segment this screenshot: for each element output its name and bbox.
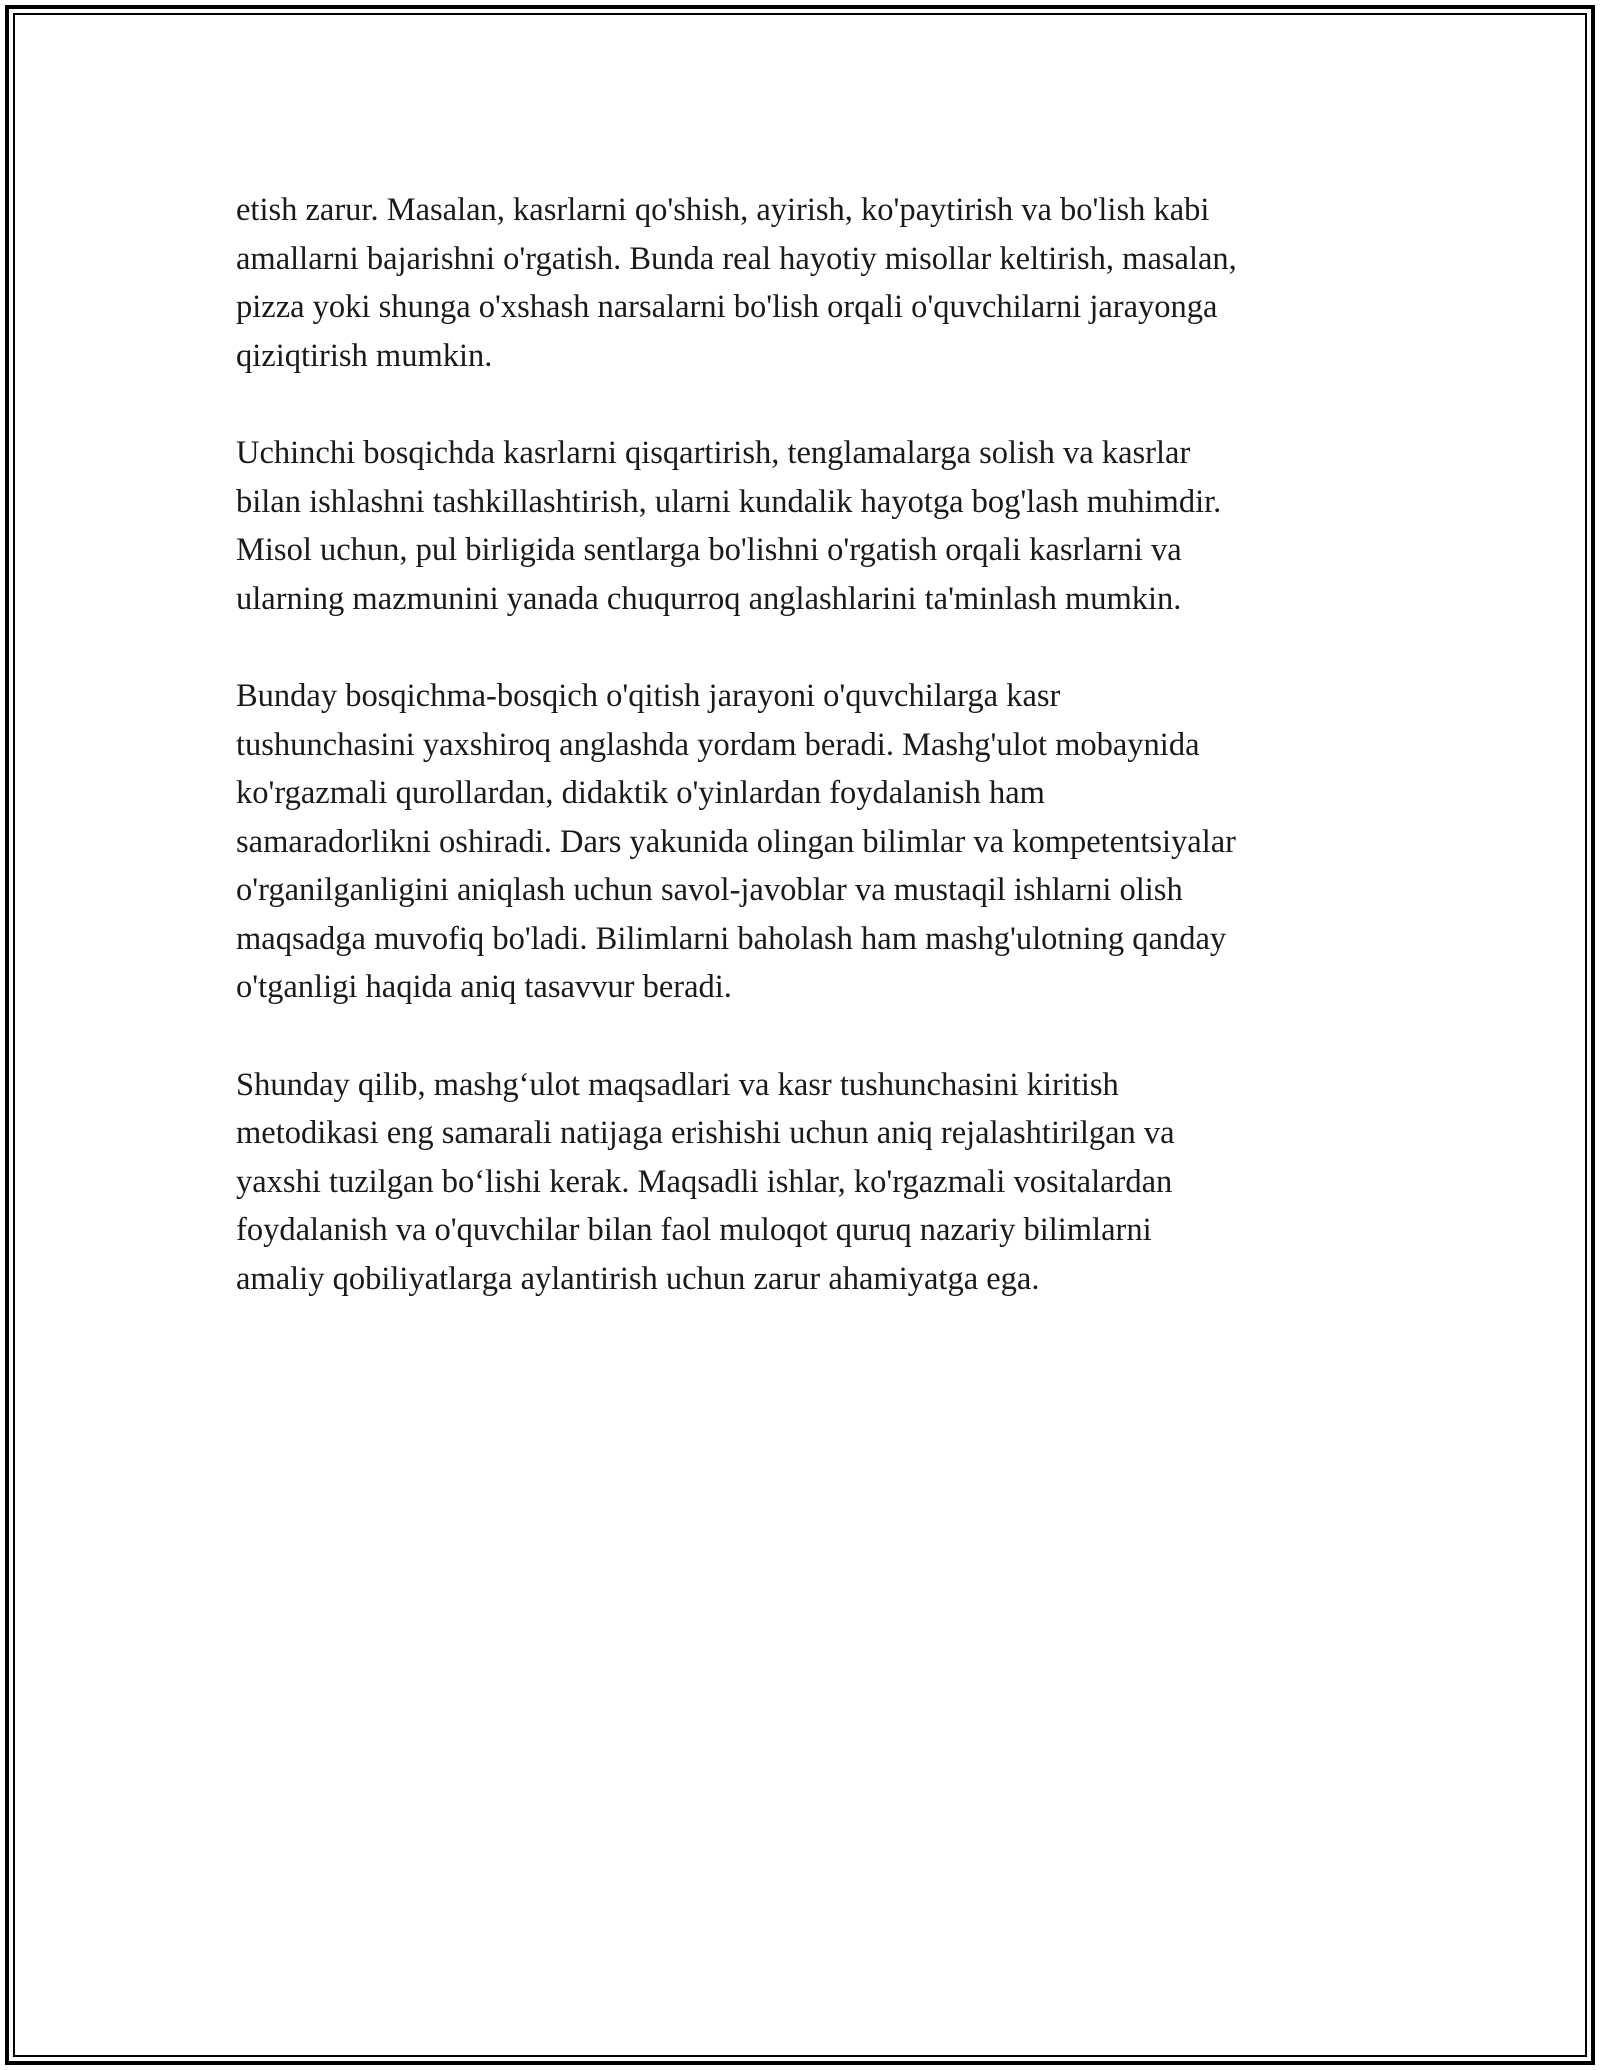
paragraph-1: etish zarur. Masalan, kasrlarni qo'shish, ayirish, ko'paytirish va bo'lish kabi amallarni bajarishni o'rgatish. Bunda real hayotiy misollar keltirish, masalan, pizza yoki shunga o'xshash narsalarni bo'lish orqali o'quvchilarni jarayonga qiziqtirish mumkin. xyxy=(236,192,1237,374)
paragraph-2: Uchinchi bosqichda kasrlarni qisqartirish, tenglamalarga solish va kasrlar bilan ishlashni tashkillashtirish, ularni kundalik hayotga bog'lash muhimdir. Misol uchun, pul birligida sentlarga bo'lishni o'rgatish orqali kasrlarni va ularning mazmunini yanada chuqurroq anglashlarini ta'minlash mumkin. xyxy=(236,435,1222,617)
document-body xyxy=(236,186,1386,1352)
paragraph-4: Shunday qilib, mashg‘ulot maqsadlari va kasr tushunchasini kiritish metodikasi eng samarali natijaga erishishi uchun aniq rejalashtirilgan va yaxshi tuzilgan bo‘lishi kerak. Maqsadli ishlar, ko'rgazmali vositalardan foydalanish va o'quvchilar bilan faol muloqot quruq nazariy bilimlarni amaliy qobiliyatlarga aylantirish uchun zarur ahamiyatga ega. xyxy=(236,1066,1175,1297)
paragraph-3: Bunday bosqichma-bosqich o'qitish jarayoni o'quvchilarga kasr tushunchasini yaxshiroq anglashda yordam beradi. Mashg'ulot mobaynida ko'rgazmali qurollardan, didaktik o'yinlardan foydalanish ham samaradorlikni oshiradi. Dars yakunida olingan bilimlar va kompetentsiyalar o'rganilganligini aniqlash uchun savol-javoblar va mustaqil ishlarni olish maqsadga muvofiq bo'ladi. Bilimlarni baholash ham mashg'ulotning qanday o'tganligi haqida aniq tasavvur beradi. xyxy=(236,678,1237,1005)
